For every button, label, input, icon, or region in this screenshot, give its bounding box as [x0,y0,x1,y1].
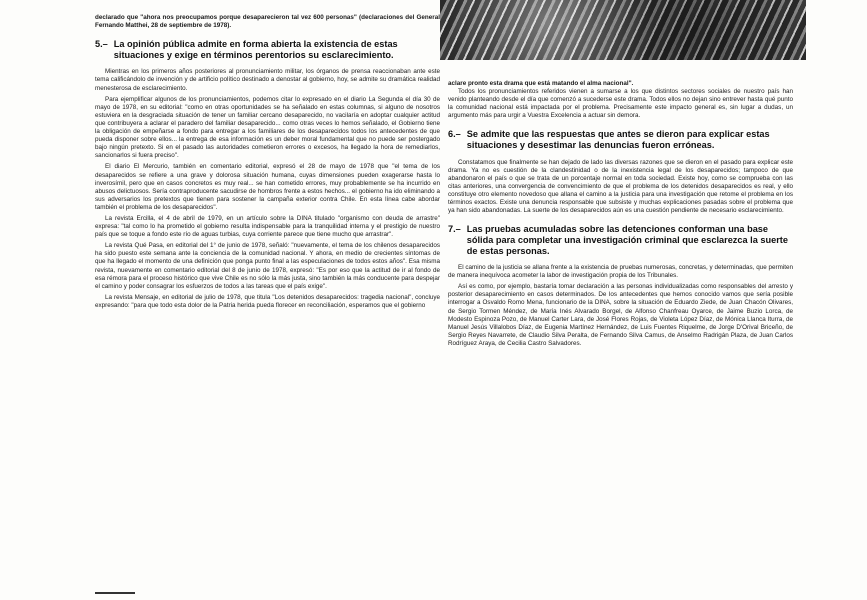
section-7-paragraph: El camino de la justicia se allana frente a la existencia de pruebas numerosas, concretas, y determinadas, que permiten de manera inequívoca acometer la labor de investigación propia de los Tribunales. [448,264,793,280]
section-7-number: 7.– [448,224,461,235]
section-5-title: La opinión pública admite en forma abierta la existencia de estas situaciones y exige en términos perentorios su esclarecimiento. [113,39,398,60]
intro-paragraph: Todos los pronunciamientos referidos vienen a sumarse a los que distintos sectores sociales de nuestro país han venido planteando desde el día que comenzó a sucederse este drama. Todos ellos no dejan sino entrever hasta qué punto la comunidad nacional está impactada por el problema. Precisamente este impacto general es, sin lugar a dudas, un argumento más para urgir a Vuestra Excelencia a actuar sin demora. [448,88,793,120]
section-5-heading [95,39,440,60]
paragraph: La revista Qué Pasa, en editorial del 1° de junio de 1978, señaló: "nuevamente, el tema de los chilenos desaparecidos ha sido puesto este semana ante la conciencia de la comunidad nacional. Y ahora, en medio de crecientes síntomas de que ha llegado el momento de una definición que ponga punto final a las especulaciones de todos estos años". Esa misma revista, nuevamente en comentario editorial del 8 de junio de 1978, expresó: "Es por eso que la actitud de ir al fondo de esa rémora para el proceso histórico que vive Chile es no sólo la más justa, sino también la más conducente para despejar el camino y poder consagrar los esfuerzos de todos a las tareas que el país exige". [95,242,440,290]
paragraph: La revista Ercilla, el 4 de abril de 1979, en un artículo sobre la DINA titulado "organismo con deuda de arrastre" expresa: "tal como lo ha prometido el gobierno resulta indispensable para la tranquilidad interna y el prestigio de nuestro país que se toque a fondo este río de aguas turbias, cuya corriente parece que tiene mucho que arrastrar". [95,214,440,239]
section-5-number: 5.– [95,39,108,50]
section-6-heading [448,129,793,150]
section-6-number: 6.– [448,129,461,140]
paragraph: Mientras en los primeros años posteriores al pronunciamiento militar, los órganos de prensa reaccionaban ante este tema calificándolo de invención y de artificio político destinado a denostar al gobierno, hoy, se admite su dramática realidad menesterosa de esclarecimiento. [95,68,440,92]
right-column [448,80,793,351]
top-quote: declarado que "ahora nos preocupamos porque desaparecieron tal vez 600 personas" (declaraciones del General Fernando Matthei, 28 de septiembre de 1978). [95,14,440,30]
paragraph: El diario El Mercurio, también en comentario editorial, expresó el 28 de mayo de 1978 que "el tema de los desaparecidos se refiere a una grave y dolorosa situación humana, cuyas dimensiones pueden exagerarse hasta lo inverosímil, pero que en casos concretos es muy real... se han cometido errores, muy probablemente se ha incurrido en abusos delictuosos. Sería contraproducente sacudirse de hombros frente a estos hechos... el gobierno ha ido eliminando a sus adversarios los pretextos que tienen para sostener la campaña exterior contra Chile. En esta línea cabe abordar también el problema de los desaparecidos". [95,163,440,211]
paragraph: La revista Mensaje, en editorial de julio de 1978, que titula "Los detenidos desaparecidos: tragedia nacional", concluye expresando: "para que todo esta dolor de la Patria herida pueda florecer en reconciliación, esperamos que el gobierno [95,293,440,309]
left-column [95,14,440,313]
section-7-title: Las pruebas acumuladas sobre las detenciones conforman una base sólida para completar una investigación criminal que esclarezca la suerte de estas personas. [466,224,788,256]
quote-end: aclare pronto esta drama que está matando el alma nacional". [448,80,634,87]
page-footer-mark [95,592,135,594]
newspaper-photo [440,0,806,60]
section-7-paragraph: Así es como, por ejemplo, bastaría tomar declaración a las personas individualizadas como responsables del arresto y posterior desaparecimiento en casos determinados. De los antecedentes que hemos conocido vamos que sería posible interrogar a Osvaldo Romo Mena, funcionario de la DINA, sobre la situación de Eduardo Ziede, de Juan Chacón Olivares, de Sergio Tormen Méndez, de María Inés Alvarado Borgel, de Alfonso Chanfreau Oyarce, de Jaime Buzio Lorca, de Modesto Espinoza Pozo, de Manuel Carter Lara, de José Flores Rojas, de Violeta López Díaz, de Mónica Llanca Iturra, de Manuel Jesús Villalobos Díaz, de Eugenia Martínez Hernández, de Luis Fuentes Riquelme, de Jorge D'Orival Briceño, de Sergio Reyes Navarrete, de Claudio Silva Peralta, de Fernando Silva Camus, de Anselmo Radrigán Plaza, de Juan Carlos Rodríguez Araya, de Cecilia Castro Salvadores. [448,283,793,347]
section-7-heading [448,224,793,256]
section-6-text: Constatamos que finalmente se han dejado de lado las diversas razones que se dieron en el pasado para explicar este drama. Ya no es cuestión de la clandestinidad o de la inexistencia legal de los desaparecidos; tampoco de que abandonaron el país o que se trata de un porcentaje normal en toda sociedad. Existe hoy, como se comprueba con las citas anteriores, una convergencia de convencimiento de que el problema de los detenidos desaparecidos es real, y ello constituye otro elemento novedoso que allana el camino a la justicia para una investigación que retome el problema en los términos exactos. Existe una denuncia responsable que subsiste y muchas explicaciones pasadas sobre el problema que ya han sido abandonadas. La suerte de los desaparecidos aún es una cuestión pendiente de necesario esclarecimiento. [448,158,793,215]
paragraph: Para ejemplificar algunos de los pronunciamientos, podemos citar lo expresado en el diario La Segunda el día 30 de mayo de 1978, en su editorial: "como en otras oportunidades se ha señalado en estas columnas, si alguno de nosotros estuviera en la desgraciada situación de tener un familiar cercano desaparecido, no vacilaría en adoptar cualquier actitud que contribuyera a aclarar el paradero del familiar desaparecido... como otras veces lo hemos señalado, el Gobierno tiene la obligación de empeñarse a fondo para entregar a los familiares de los desaparecidos todos los antecedentes de que pueda disponer sobre ellos... la entrega de esa información es un deber moral fundamental que no puede ser postergado bajo ningún pretexto. Si en el pasado las autoridades cometieron errores o excesos, ha llegado la hora de remediarlos, sancionarlos si fuera preciso". [95,95,440,160]
section-6-title: Se admite que las respuestas que antes se dieron para explicar estas situaciones y desestimar las denuncias fueron erróneas. [466,129,770,151]
